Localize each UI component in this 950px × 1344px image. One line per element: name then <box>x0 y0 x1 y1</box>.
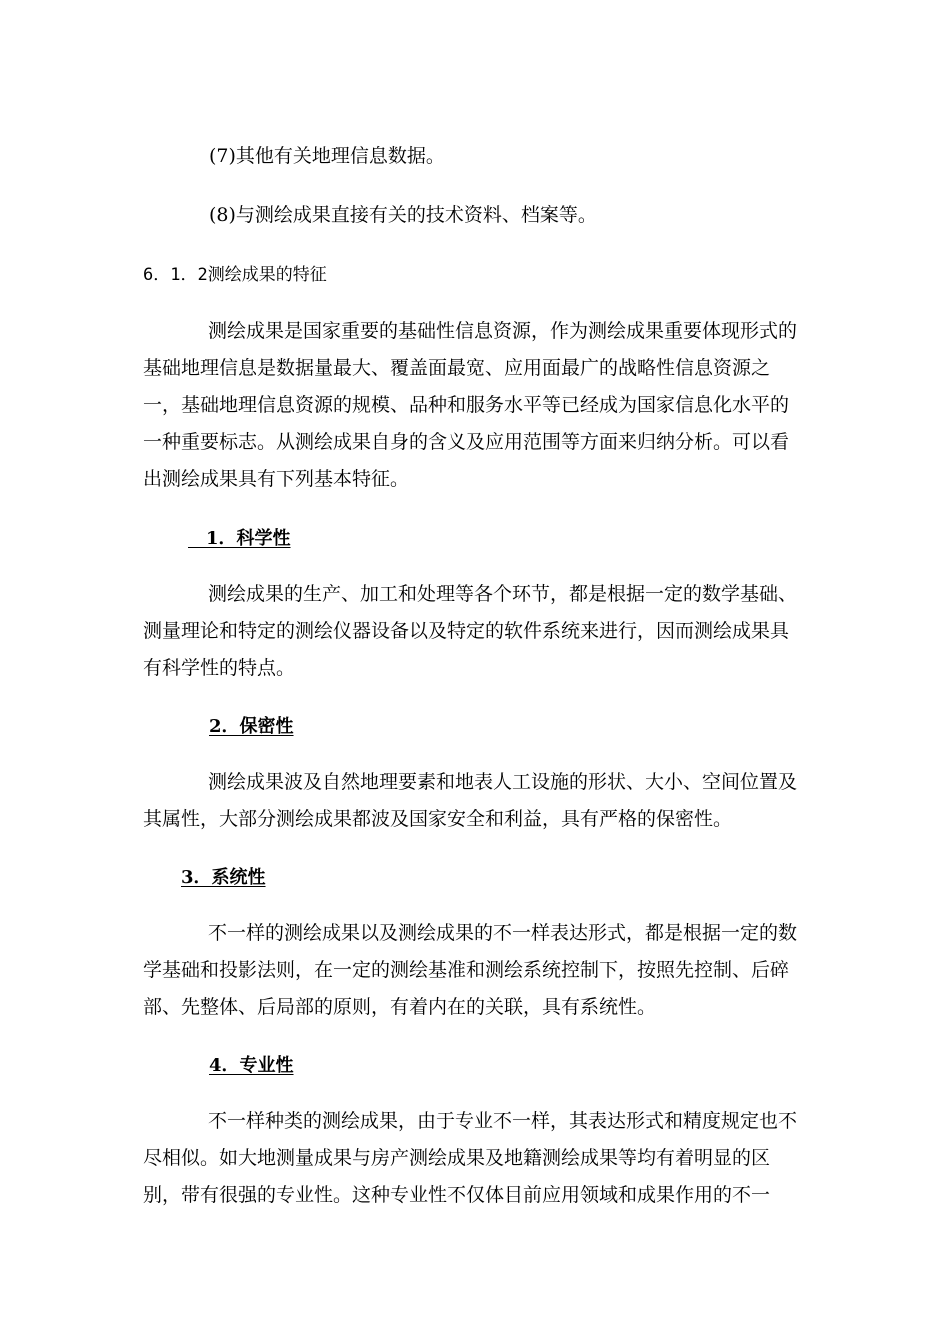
feature-paragraph-1 <box>143 576 807 687</box>
text-line: 学基础和投影法则，在一定的测绘基准和测绘系统控制下，按照先控制、后碎 <box>143 959 790 981</box>
list-item-8: (8)与测绘成果直接有关的技术资料、档案等。 <box>209 204 597 226</box>
text-line: 部、先整体、后局部的原则，有着内在的关联，具有系统性。 <box>143 996 657 1018</box>
text-line: 测绘成果波及自然地理要素和地表人工设施的形状、大小、空间位置及 <box>208 771 798 793</box>
text-line: 尽相似。如大地测量成果与房产测绘成果及地籍测绘成果等均有着明显的区 <box>143 1147 771 1169</box>
text-line: 测量理论和特定的测绘仪器设备以及特定的软件系统来进行，因而测绘成果具 <box>143 620 790 642</box>
text-line: 测绘成果的生产、加工和处理等各个环节，都是根据一定的数学基础、 <box>208 583 798 605</box>
text-line: 有科学性的特点。 <box>143 657 296 679</box>
feature-heading-4: 4．专业性 <box>209 1055 294 1076</box>
intro-paragraph <box>143 313 807 498</box>
section-title: 6．1．2测绘成果的特征 <box>143 265 327 285</box>
feature-heading-1 <box>188 520 291 557</box>
text-line: 不一样的测绘成果以及测绘成果的不一样表达形式，都是根据一定的数 <box>208 922 798 944</box>
feature-paragraph-2 <box>143 764 807 838</box>
feature-heading-text: 1．科学性 <box>206 528 291 549</box>
text-line: 一种重要标志。从测绘成果自身的含义及应用范围等方面来归纳分析。可以看 <box>143 431 790 453</box>
text-line: 其属性，大部分测绘成果都波及国家安全和利益，具有严格的保密性。 <box>143 808 733 830</box>
text-line: 一，基础地理信息资源的规模、品种和服务水平等已经成为国家信息化水平的 <box>143 394 790 416</box>
text-line: 出测绘成果具有下列基本特征。 <box>143 468 410 490</box>
text-line: 不一样种类的测绘成果，由于专业不一样，其表达形式和精度规定也不 <box>208 1110 798 1132</box>
list-item-7: (7)其他有关地理信息数据。 <box>209 145 445 167</box>
feature-heading-2: 2．保密性 <box>209 716 294 737</box>
feature-paragraph-3 <box>143 915 807 1026</box>
text-line: 测绘成果是国家重要的基础性信息资源，作为测绘成果重要体现形式的 <box>208 320 798 342</box>
feature-heading-3: 3．系统性 <box>181 867 266 888</box>
text-line: 基础地理信息是数据量最大、覆盖面最宽、应用面最广的战略性信息资源之 <box>143 357 771 379</box>
feature-paragraph-4 <box>143 1103 807 1214</box>
text-line: 别，带有很强的专业性。这种专业性不仅体目前应用领域和成果作用的不一 <box>143 1184 771 1206</box>
